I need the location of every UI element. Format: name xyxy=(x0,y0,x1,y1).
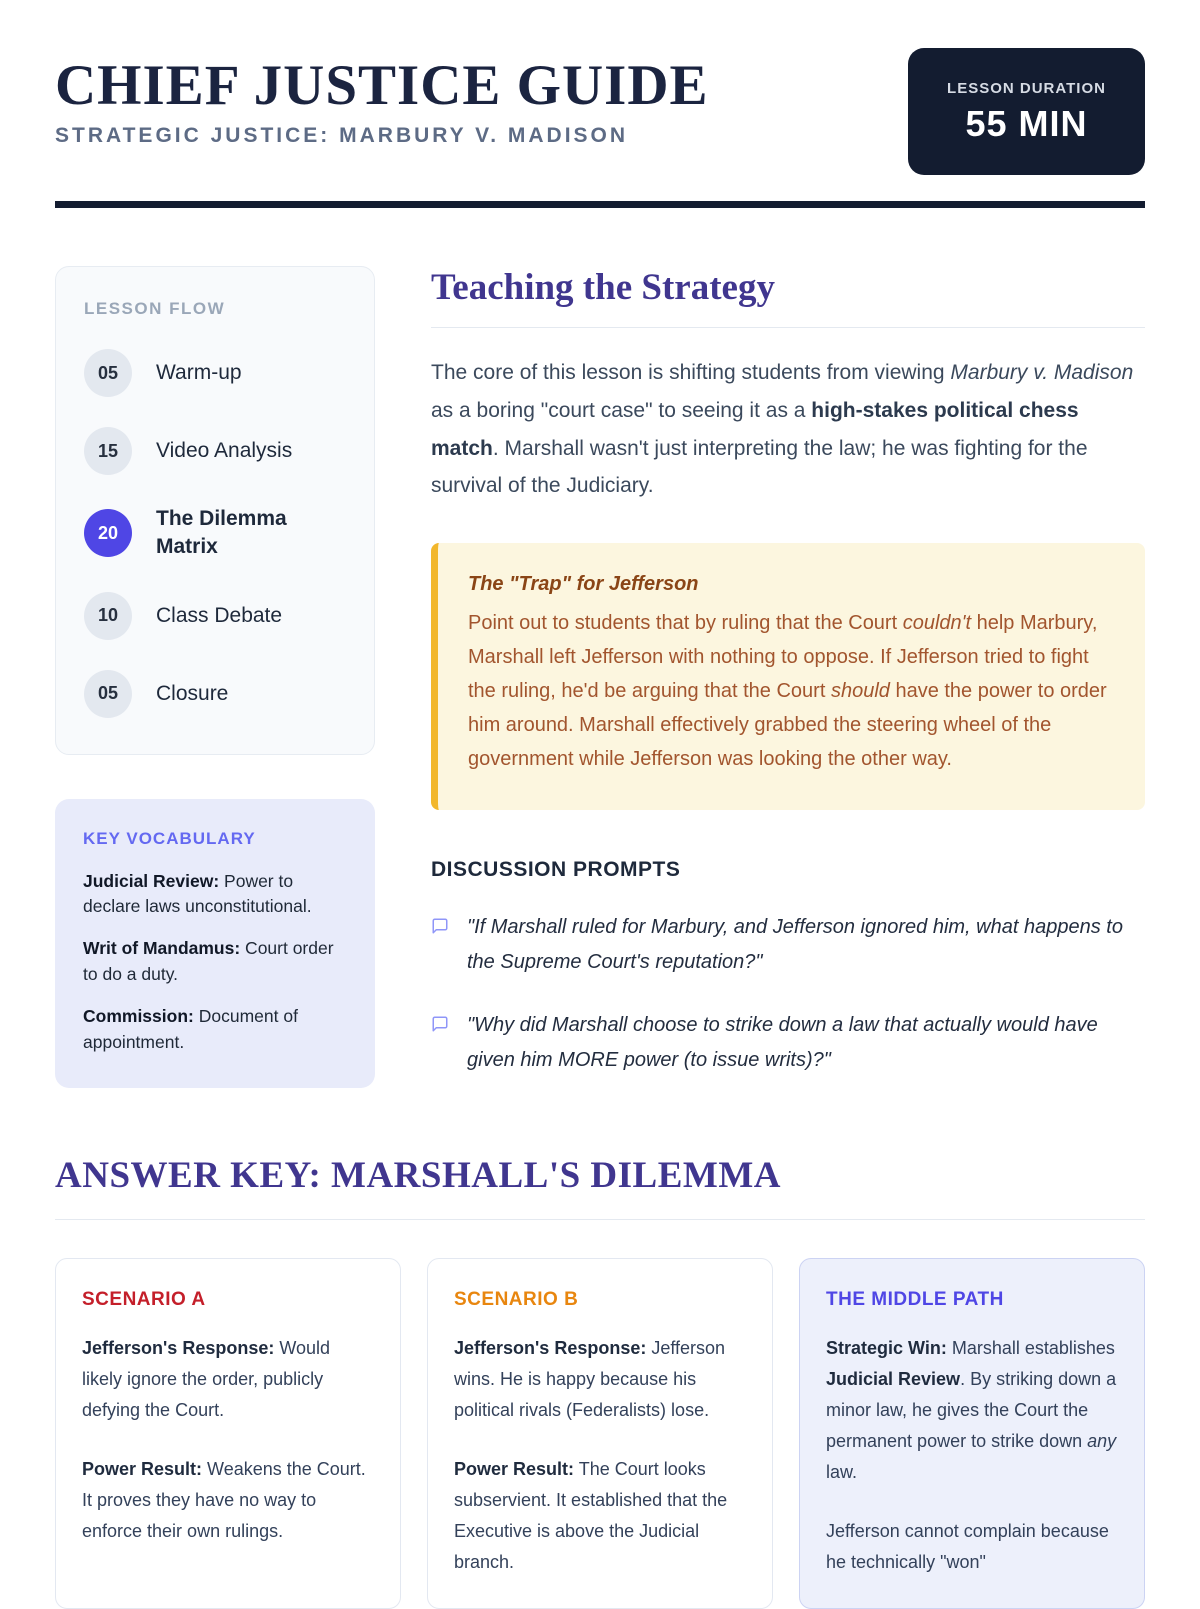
answer-key-heading: ANSWER KEY: MARSHALL'S DILEMMA xyxy=(55,1154,1145,1220)
main-content xyxy=(55,266,1145,1088)
header xyxy=(55,44,1145,175)
vocab-entry-writ-of-mandamus xyxy=(83,936,347,987)
vocab-term: Commission: xyxy=(83,1006,194,1027)
sidebar xyxy=(55,266,375,1088)
vocab-definition: Document of appointment. xyxy=(83,1006,298,1052)
flow-item-label: Warm-up xyxy=(156,360,242,384)
header-titles xyxy=(55,44,709,148)
scenario-b-response xyxy=(454,1333,746,1426)
any-italic: any xyxy=(1087,1430,1117,1451)
judicial-review-bold: Judicial Review xyxy=(826,1368,961,1389)
callout-title: The "Trap" for Jefferson xyxy=(468,573,699,596)
response-text: Would likely ignore the order, publicly defying the Court. xyxy=(82,1337,331,1420)
flow-item-label: Closure xyxy=(156,681,229,705)
intro-bold-phrase: high-stakes political chess match xyxy=(431,398,1079,460)
case-name-italic: Marbury v. Madison xyxy=(950,361,1134,384)
vocab-definition: Court order to do a duty. xyxy=(83,938,334,984)
scenario-b-title: SCENARIO B xyxy=(454,1288,579,1310)
power-result-text: Weakens the Court. It proves they have no way to enforce their own rulings. xyxy=(82,1458,366,1541)
minutes-badge: 10 xyxy=(84,592,132,640)
minutes-badge: 05 xyxy=(84,349,132,397)
power-result-text: The Court looks subservient. It established that the Executive is above the Judicial branch. xyxy=(454,1458,728,1572)
key-vocabulary-heading: KEY VOCABULARY xyxy=(83,828,256,848)
lesson-flow-item-video-analysis[interactable] xyxy=(84,427,346,475)
lesson-flow-heading: LESSON FLOW xyxy=(84,299,226,318)
strategy-heading: Teaching the Strategy xyxy=(431,266,1145,328)
callout-text: help Marbury, Marshall left Jefferson with nothing to oppose. If Jefferson tried to fight the ruling, he'd be arguing that the Court xyxy=(468,612,1098,703)
scenario-a-card xyxy=(55,1258,401,1609)
duration-label: LESSON DURATION xyxy=(947,80,1106,97)
scenario-a-power-result xyxy=(82,1454,374,1547)
middle-path-title: THE MIDDLE PATH xyxy=(826,1288,1004,1310)
strategic-win-text: . By striking down a minor law, he gives the Court the permanent power to strike down xyxy=(826,1368,1117,1451)
discussion-prompt-1 xyxy=(431,910,1145,980)
lesson-flow-item-class-debate[interactable] xyxy=(84,592,346,640)
power-result-label: Power Result: xyxy=(454,1458,575,1479)
vocab-entry-judicial-review xyxy=(83,869,347,920)
minutes-badge: 15 xyxy=(84,427,132,475)
prompt-text: "Why did Marshall choose to strike down a law that actually would have given him MORE power (to issue writs)?" xyxy=(467,1014,1098,1072)
response-label: Jefferson's Response: xyxy=(454,1337,647,1358)
strategic-win-label: Strategic Win: xyxy=(826,1337,947,1358)
strategy-intro-paragraph xyxy=(431,354,1145,505)
strategic-win-text: law. xyxy=(826,1461,858,1482)
flow-item-label: Class Debate xyxy=(156,603,283,627)
intro-text: . Marshall wasn't just interpreting the law; he was fighting for the survival of the Judiciary. xyxy=(431,436,1088,498)
scenario-b-card xyxy=(427,1258,773,1609)
header-divider xyxy=(55,201,1145,208)
intro-text: The core of this lesson is shifting students from viewing xyxy=(431,361,951,384)
page-title: CHIEF JUSTICE GUIDE xyxy=(55,54,709,117)
callout-italic-word: couldn't xyxy=(902,612,972,635)
lesson-flow-item-dilemma-matrix[interactable] xyxy=(84,505,346,562)
flow-item-label: The Dilemma Matrix xyxy=(156,507,287,559)
strategic-win-text: Marshall establishes xyxy=(946,1337,1115,1358)
discussion-prompt-2 xyxy=(431,1008,1145,1078)
answer-key-cards xyxy=(55,1258,1145,1609)
minutes-badge-active: 20 xyxy=(84,509,132,557)
vocab-term: Judicial Review: xyxy=(83,870,220,891)
scenario-b-power-result xyxy=(454,1454,746,1578)
intro-text: as a boring "court case" to seeing it as a xyxy=(431,398,812,422)
flow-item-label: Video Analysis xyxy=(156,438,293,462)
callout-italic-word: should xyxy=(830,680,890,703)
key-vocabulary-card xyxy=(55,799,375,1088)
middle-path-note: Jefferson cannot complain because he technically "won" xyxy=(826,1520,1109,1572)
response-label: Jefferson's Response: xyxy=(82,1337,275,1358)
speech-bubble-icon xyxy=(431,917,449,940)
vocab-definition: Power to declare laws unconstitutional. xyxy=(83,870,312,917)
discussion-prompts-heading: DISCUSSION PROMPTS xyxy=(431,858,681,882)
strategy-section xyxy=(431,266,1145,1088)
callout-text: have the power to order him around. Marshall effectively grabbed the steering wheel of the government while Jefferson was looking the other way. xyxy=(468,680,1107,771)
trap-for-jefferson-callout xyxy=(431,543,1145,810)
callout-body xyxy=(468,606,1111,776)
response-text: Jefferson wins. He is happy because his political rivals (Federalists) lose. xyxy=(454,1337,726,1420)
page-subtitle: STRATEGIC JUSTICE: MARBURY V. MADISON xyxy=(55,123,629,147)
minutes-badge: 05 xyxy=(84,670,132,718)
power-result-label: Power Result: xyxy=(82,1458,203,1479)
scenario-a-title: SCENARIO A xyxy=(82,1288,206,1310)
lesson-flow-card xyxy=(55,266,375,755)
lesson-duration-badge xyxy=(908,48,1145,175)
middle-path-card xyxy=(799,1258,1145,1609)
vocab-term: Writ of Mandamus: xyxy=(83,938,241,959)
lesson-flow-item-closure[interactable] xyxy=(84,670,346,718)
vocab-entry-commission xyxy=(83,1004,347,1055)
scenario-a-response xyxy=(82,1333,374,1426)
answer-key-section xyxy=(55,1154,1145,1609)
callout-text: Point out to students that by ruling that the Court xyxy=(468,612,903,635)
prompt-text: "If Marshall ruled for Marbury, and Jefferson ignored him, what happens to the Supreme Court's reputation?" xyxy=(467,916,1123,974)
lesson-flow-item-warm-up[interactable] xyxy=(84,349,346,397)
duration-value: 55 MIN xyxy=(965,103,1088,144)
middle-path-strategic-win xyxy=(826,1333,1118,1488)
speech-bubble-icon xyxy=(431,1015,449,1038)
